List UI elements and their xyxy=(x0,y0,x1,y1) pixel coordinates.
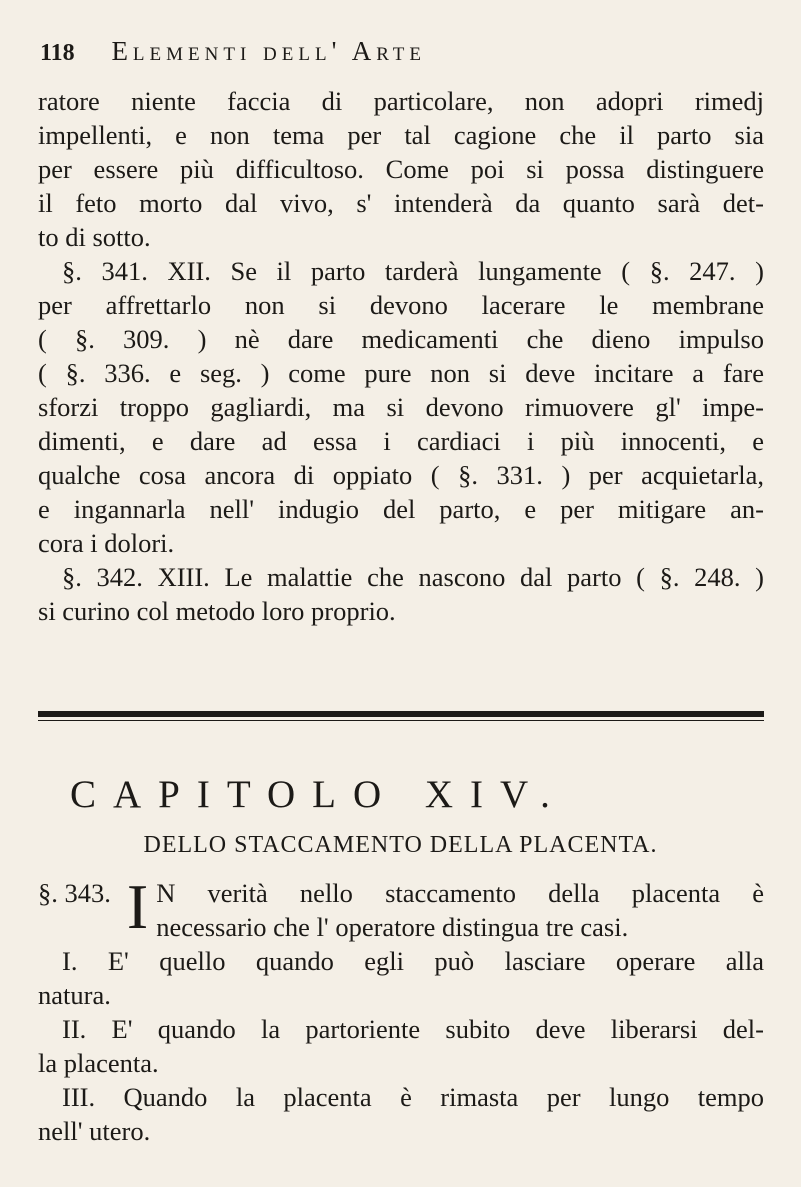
chapter-rule-thick xyxy=(38,711,764,717)
case-item: natura. xyxy=(38,980,111,1010)
text-line: per affrettarlo non si devono lacerare le membrane xyxy=(38,290,764,320)
text-line: to di sotto. xyxy=(38,222,151,252)
text-line: si curino col metodo loro proprio. xyxy=(38,596,396,626)
case-list xyxy=(38,944,764,1148)
text-line: qualche cosa ancora di oppiato ( §. 331. ) per acquietarla, xyxy=(38,460,764,490)
case-item: la placenta. xyxy=(38,1048,159,1078)
case-item: I. E' quello quando egli può lasciare operare alla xyxy=(62,946,764,976)
text-line: il feto morto dal vivo, s' intenderà da quanto sarà det- xyxy=(38,188,764,218)
running-header xyxy=(40,36,760,68)
case-item: III. Quando la placenta è rimasta per lungo tempo xyxy=(62,1082,764,1112)
chapter-subtitle: DELLO STACCAMENTO DELLA PLACENTA. xyxy=(143,832,658,858)
section-number: §. 343. xyxy=(38,878,111,908)
running-title: Elementi dell' Arte xyxy=(111,36,426,66)
paragraph-341 xyxy=(38,254,764,560)
page-number: 118 xyxy=(40,40,75,66)
text-line: impellenti, e non tema per tal cagione che il parto sia xyxy=(38,120,764,150)
chapter-heading: CAPITOLO XIV. xyxy=(70,773,567,816)
text-line: cora i dolori. xyxy=(38,528,175,558)
text-line: §. 342. XIII. Le malattie che nascono dal parto ( §. 248. ) xyxy=(62,562,764,592)
text-line: ( §. 309. ) nè dare medicamenti che dieno impulso xyxy=(38,324,764,354)
case-item: II. E' quando la partoriente subito deve liberarsi del- xyxy=(62,1014,764,1044)
text-line: §. 341. XII. Se il parto tarderà lungamente ( §. 247. ) xyxy=(62,256,764,286)
paragraph-342 xyxy=(38,560,764,628)
text-line: necessario che l' operatore distingua tre casi. xyxy=(156,912,629,942)
text-line: dimenti, e dare ad essa i cardiaci i più innocenti, e xyxy=(38,426,764,456)
text-line: e ingannarla nell' indugio del parto, e per mitigare an- xyxy=(38,494,764,524)
text-line: ratore niente faccia di particolare, non adopri rimedj xyxy=(38,86,764,116)
text-line: per essere più difficultoso. Come poi si possa distinguere xyxy=(38,154,764,184)
case-item: nell' utero. xyxy=(38,1116,151,1146)
text-line: ( §. 336. e seg. ) come pure non si deve incitare a fare xyxy=(38,358,764,388)
paragraph-343 xyxy=(38,871,764,944)
continuation-paragraph xyxy=(38,84,764,254)
drop-cap: I xyxy=(126,871,149,942)
chapter-rule-thin xyxy=(38,720,764,721)
text-line: N verità nello staccamento della placenta è xyxy=(156,878,764,908)
text-line: sforzi troppo gagliardi, ma si devono rimuovere gl' impe- xyxy=(38,392,764,422)
